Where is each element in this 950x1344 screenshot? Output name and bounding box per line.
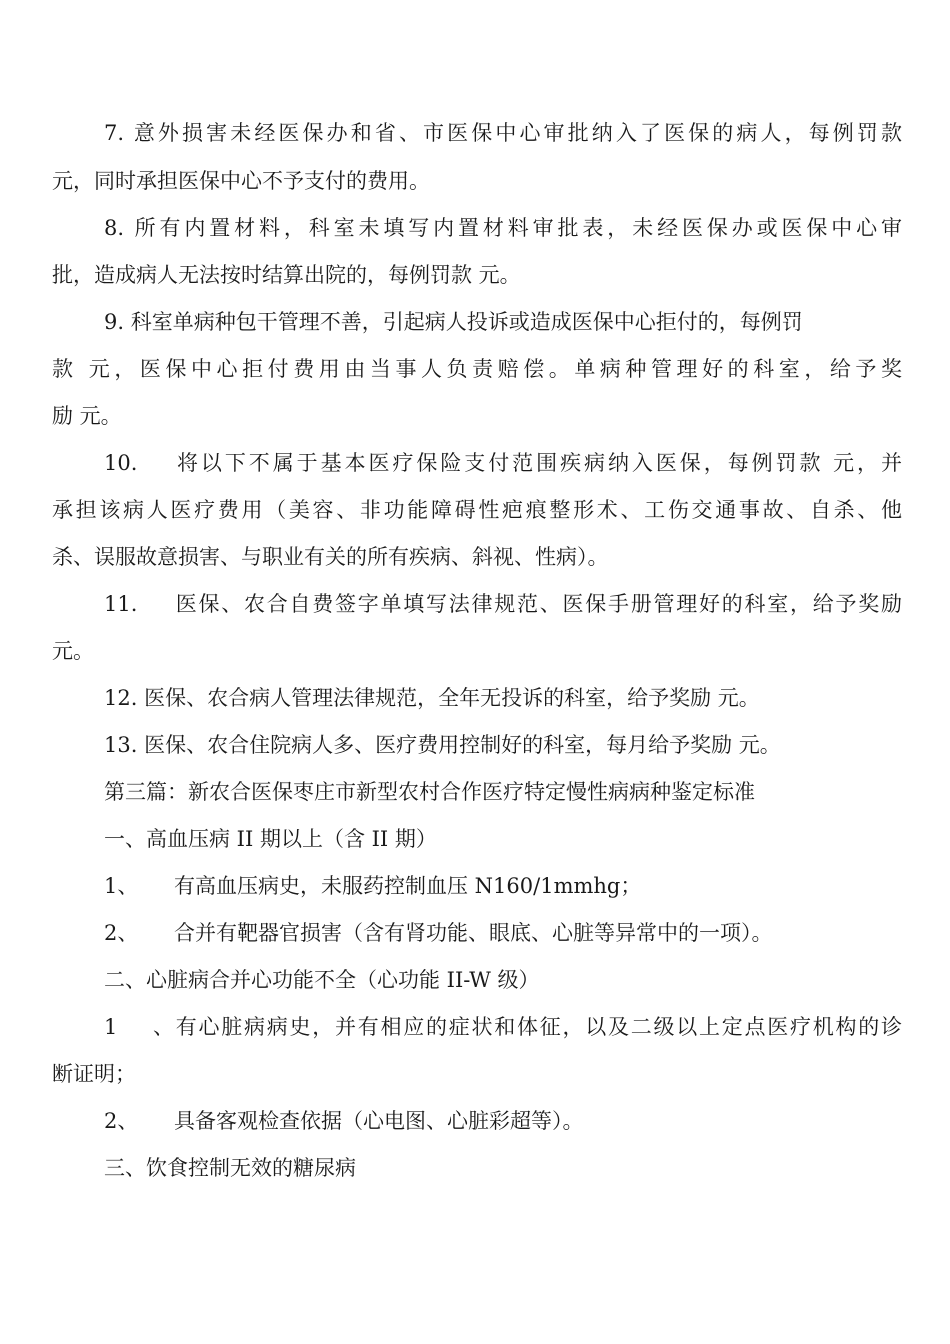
heading-diabetes: 三、饮食控制无效的糖尿病 [104,1156,356,1180]
section-title: 第三篇：新农合医保枣庄市新型农村合作医疗特定慢性病病种鉴定标准 [104,780,755,804]
heading-heart-disease: 二、心脏病合并心功能不全（心功能 II-W 级） [104,968,540,992]
item-text: 医保、农合自费签字单填写法律规范、医保手册管理好的科室，给予奖励 [174,592,902,616]
item-text: 有高血压病史，未服药控制血压 N160/1mmhg； [174,874,642,898]
paragraph-9-line-3: 励 元。 [52,404,122,428]
paragraph-11-line-2: 元。 [52,639,94,663]
paragraph-10-line-1 [104,448,902,478]
paragraph-12: 12. 医保、农合病人管理法律规范，全年无投诉的科室，给予奖励 元。 [104,686,760,710]
item-number: 1、 [104,874,139,898]
heart-disease-item-2 [104,1106,902,1136]
item-text: 有心脏病病史，并有相应的症状和体征，以及二级以上定点医疗机构的诊 [174,1015,902,1039]
paragraph-11-line-1 [104,589,902,619]
heart-disease-item-1-line-1 [104,1012,902,1042]
item-text: 具备客观检查依据（心电图、心脏彩超等）。 [174,1109,584,1133]
hypertension-item-1 [104,871,902,901]
paragraph-10-line-2: 承担该病人医疗费用（美容、非功能障碍性疤痕整形术、工伤交通事故、自杀、他 [52,498,902,522]
item-number: 11. [104,592,138,616]
item-number: 10. [104,451,138,475]
hypertension-item-2 [104,918,902,948]
paragraph-8-line-1: 8. 所有内置材料，科室未填写内置材料审批表，未经医保办或医保中心审 [104,216,902,240]
item-number: 2、 [104,921,139,945]
paragraph-7-line-1: 7. 意外损害未经医保办和省、市医保中心审批纳入了医保的病人，每例罚款 [104,121,902,145]
item-number: 2、 [104,1109,139,1133]
heading-hypertension: 一、高血压病 II 期以上（含 II 期） [104,827,437,851]
paragraph-7-line-2: 元，同时承担医保中心不予支付的费用。 [52,169,430,193]
paragraph-9-line-2: 款 元，医保中心拒付费用由当事人负责赔偿。单病种管理好的科室，给予奖 [52,357,902,381]
heart-disease-item-1-line-2: 断证明； [52,1062,136,1086]
item-text: 合并有靶器官损害（含有肾功能、眼底、心脏等异常中的一项）。 [174,921,773,945]
paragraph-10-line-3: 杀、误服故意损害、与职业有关的所有疾病、斜视、性病）。 [52,545,609,569]
paragraph-9-line-1: 9. 科室单病种包干管理不善，引起病人投诉或造成医保中心拒付的，每例罚 [104,310,803,334]
paragraph-13: 13. 医保、农合住院病人多、医疗费用控制好的科室，每月给予奖励 元。 [104,733,781,757]
item-text: 将以下不属于基本医疗保险支付范围疾病纳入医保，每例罚款 元，并 [174,451,902,475]
item-number: 1、 [104,1015,174,1039]
paragraph-8-line-2: 批，造成病人无法按时结算出院的，每例罚款 元。 [52,263,521,287]
